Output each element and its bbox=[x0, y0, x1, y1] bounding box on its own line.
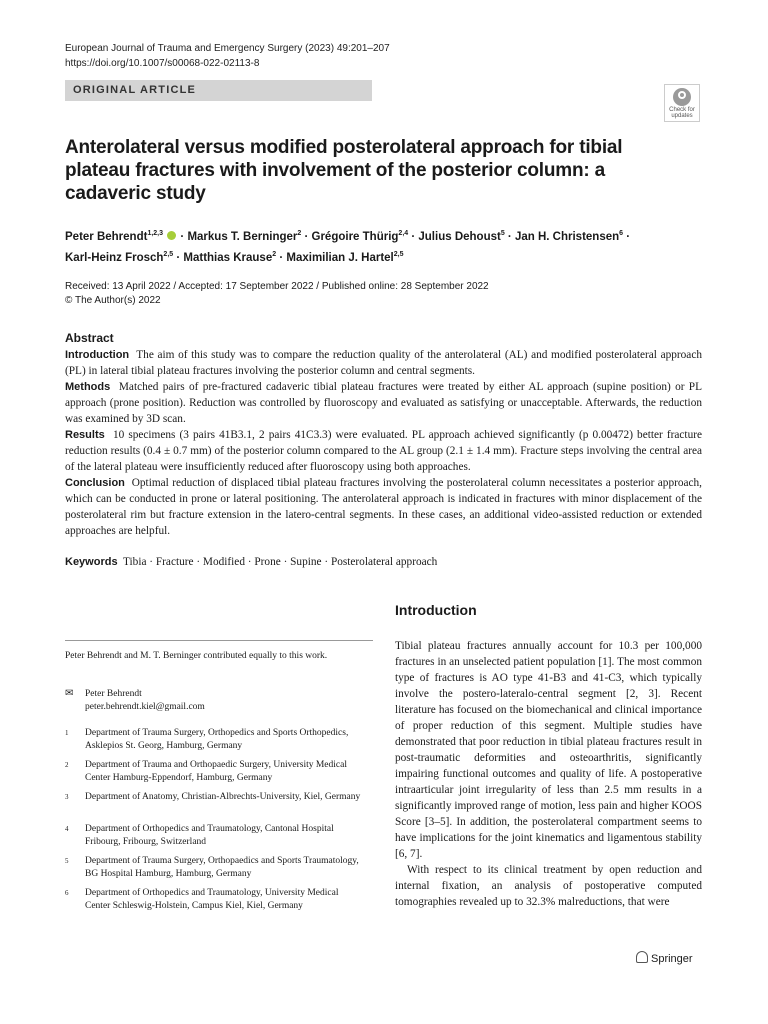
author-affiliation-sup: 2,5 bbox=[393, 250, 404, 258]
author-affiliation-sup: 2,4 bbox=[398, 230, 409, 237]
affiliation-text: Department of Trauma Surgery, Orthopaedics and Sports Traumatology, BG Hospital Hamburg, Hamburg, Germany bbox=[85, 856, 359, 879]
author-list: Peter Behrendt$^{1,2,3}$ · Markus T. Berninger$^2$ · Grégoire Thürig$^{2,4}$ · Julius Dehoust$^5$ · Jan H. Christensen$^6$ · Karl-Heinz Frosch$^{2,5}$ · Matthias Krause$^2$ · Maximilian J. Hartel$^{2,5}$ bbox=[65, 230, 631, 264]
orcid-icon[interactable] bbox=[167, 231, 176, 240]
intro-paragraph: With respect to its clinical treatment by open reduction and internal fixation, an analysis of postoperative computed tomographies revealed up to 32.3% malreductions, that were bbox=[395, 864, 702, 908]
abstract-text: Optimal reduction of displaced tibial plateau fractures involving the posterolateral column necessitates a posterior approach, which can be conducted in prone or lateral positioning. The anterolateral approach is indicated in fractures with minor displacement of the posterolateral rim but fracture extension in the latero-central segments. In these cases, an additional video-assisted reduction or extended approaches are helpful. bbox=[65, 477, 702, 537]
check-updates-label: Check for updates bbox=[669, 107, 695, 119]
affiliation bbox=[65, 855, 365, 881]
history-dates: Received: 13 April 2022 / Accepted: 17 September 2022 / Published online: 28 September 2022 bbox=[65, 281, 489, 292]
abstract-label: Methods bbox=[65, 381, 111, 393]
footnote-divider bbox=[65, 640, 373, 641]
author-name[interactable]: Jan H. Christensen bbox=[514, 230, 620, 243]
doi-link[interactable]: https://doi.org/10.1007/s00068-022-02113-8 bbox=[65, 58, 260, 69]
author-name[interactable]: Julius Dehoust bbox=[418, 230, 501, 243]
copyright: © The Author(s) 2022 bbox=[65, 295, 161, 306]
affiliation-number: 1 bbox=[65, 729, 69, 737]
author-affiliation-sup: 6 bbox=[619, 230, 624, 237]
publisher-logo bbox=[636, 951, 693, 965]
affiliation-number: 4 bbox=[65, 825, 69, 833]
journal-header bbox=[65, 41, 390, 71]
author-name[interactable]: Peter Behrendt bbox=[65, 230, 148, 243]
affiliation-number: 3 bbox=[65, 793, 69, 801]
author-name[interactable]: Matthias Krause bbox=[183, 251, 273, 264]
affiliation bbox=[65, 759, 365, 785]
check-for-updates-button[interactable] bbox=[664, 84, 700, 122]
publication-dates bbox=[65, 280, 489, 308]
abstract-text: 10 specimens (3 pairs 41B3.1, 2 pairs 41C3.3) were evaluated. PL approach achieved significantly (p 0.00472) better fracture reduction results (0.4 ± 0.7 mm) of the posterior column compared to the AL group (2.1 ± 1.4 mm). Fracture steps involving the central area of the lateral plateau were insufficiently reduced after fluoroscopy using both approaches. bbox=[65, 429, 702, 473]
abstract-conclusion bbox=[65, 475, 702, 539]
affiliation bbox=[65, 791, 365, 804]
envelope-icon: ✉ bbox=[65, 688, 74, 699]
author-affiliation-sup: 2 bbox=[272, 250, 277, 258]
article-type-badge: ORIGINAL ARTICLE bbox=[65, 80, 372, 101]
author-affiliation-sup: 5 bbox=[500, 230, 505, 237]
abstract-label: Conclusion bbox=[65, 477, 125, 489]
corresponding-author bbox=[65, 688, 365, 714]
springer-horse-icon bbox=[636, 951, 648, 963]
author-affiliation-sup: 1,2,3 bbox=[147, 230, 164, 237]
abstract-label: Results bbox=[65, 429, 105, 441]
affiliation bbox=[65, 887, 365, 913]
introduction-body bbox=[395, 638, 702, 910]
keywords-label: Keywords bbox=[65, 556, 118, 568]
affiliation bbox=[65, 727, 365, 753]
abstract-introduction bbox=[65, 347, 702, 379]
keywords-line bbox=[65, 556, 437, 568]
journal-citation: European Journal of Trauma and Emergency Surgery (2023) 49:201–207 bbox=[65, 43, 390, 54]
author-name[interactable]: Grégoire Thürig bbox=[311, 230, 399, 243]
equal-contribution-note bbox=[65, 650, 365, 663]
abstract-section bbox=[65, 330, 702, 539]
author-affiliation-sup: 2,5 bbox=[163, 250, 174, 258]
abstract-methods bbox=[65, 379, 702, 427]
keywords-list: Tibia · Fracture · Modified · Prone · Supine · Posterolateral approach bbox=[123, 556, 438, 568]
author-name[interactable]: Markus T. Berninger bbox=[187, 230, 298, 243]
affiliation-text: Department of Trauma and Orthopaedic Surgery, University Medical Center Hamburg-Eppendorf, Hamburg, Germany bbox=[85, 760, 347, 783]
corresponding-email[interactable]: peter.behrendt.kiel@gmail.com bbox=[85, 702, 205, 712]
corresponding-name: Peter Behrendt bbox=[85, 689, 142, 699]
affiliation-number: 5 bbox=[65, 857, 69, 865]
abstract-heading: Abstract bbox=[65, 331, 114, 345]
affiliation-number: 2 bbox=[65, 761, 69, 769]
article-title: Anterolateral versus modified posterolateral approach for tibial plateau fractures with involvement of the posterior column: a cadaveric study bbox=[65, 137, 623, 204]
affiliation bbox=[65, 823, 365, 849]
abstract-text: Matched pairs of pre-fractured cadaveric tibial plateau fractures were treated by either AL approach (supine position) or PL approach (prone position). Reduction was controlled by fluoroscopy and evaluated as satisfying or unacceptable. Afterwards, the reduction was examined by 3D scan. bbox=[65, 381, 702, 425]
intro-paragraph: Tibial plateau fractures annually account for 10.3 per 100,000 fractures in an unselected patient population [1]. The most common type of fractures is AO type 41-B3 and 41-C3, which typically involve the postero-lateralo-central segment [2, 3]. Recent literature has focused on the biomechanical and clinical importance of proper reduction of this segment. Multiple studies have demonstrated that poor reduction in tibial plateau fractures result in post-traumatic deformities and osteoarthritis, significantly impairing functional outcomes and quality of life. A postoperative intraarticular joint irregularity of less than 2.5 mm results in a significantly improved range of motion, less pain and higher KOOS Score [3–5]. In addition, the posterolateral compartment seems to have implications for the joint kinematics and ligamentous stability [6, 7]. bbox=[395, 640, 702, 860]
affiliation-text: Department of Anatomy, Christian-Albrechts-University, Kiel, Germany bbox=[85, 792, 361, 802]
abstract-label: Introduction bbox=[65, 349, 130, 361]
footnote-text: Peter Behrendt and M. T. Berninger contributed equally to this work. bbox=[65, 651, 328, 661]
author-name[interactable]: Karl-Heinz Frosch bbox=[65, 251, 164, 264]
author-affiliation-sup: 2 bbox=[297, 230, 302, 237]
abstract-results bbox=[65, 427, 702, 475]
abstract-text: The aim of this study was to compare the reduction quality of the anterolateral (AL) and modified posterolateral approach (PL) in lateral tibial plateau fractures involving the posterior column and central segments. bbox=[65, 349, 702, 377]
introduction-heading: Introduction bbox=[395, 602, 477, 618]
affiliation-number: 6 bbox=[65, 889, 69, 897]
affiliation-text: Department of Orthopedics and Traumatology, Cantonal Hospital Fribourg, Fribourg, Switzerland bbox=[85, 824, 334, 847]
check-updates-icon bbox=[673, 88, 691, 106]
affiliation-text: Department of Orthopedics and Traumatology, University Medical Center Schleswig-Holstein, Campus Kiel, Kiel, Germany bbox=[85, 888, 339, 911]
publisher-name: Springer bbox=[651, 953, 693, 965]
author-name[interactable]: Maximilian J. Hartel bbox=[286, 251, 394, 264]
affiliation-text: Department of Trauma Surgery, Orthopedics and Sports Orthopedics, Asklepios St. Georg, Hamburg, Germany bbox=[85, 728, 349, 751]
